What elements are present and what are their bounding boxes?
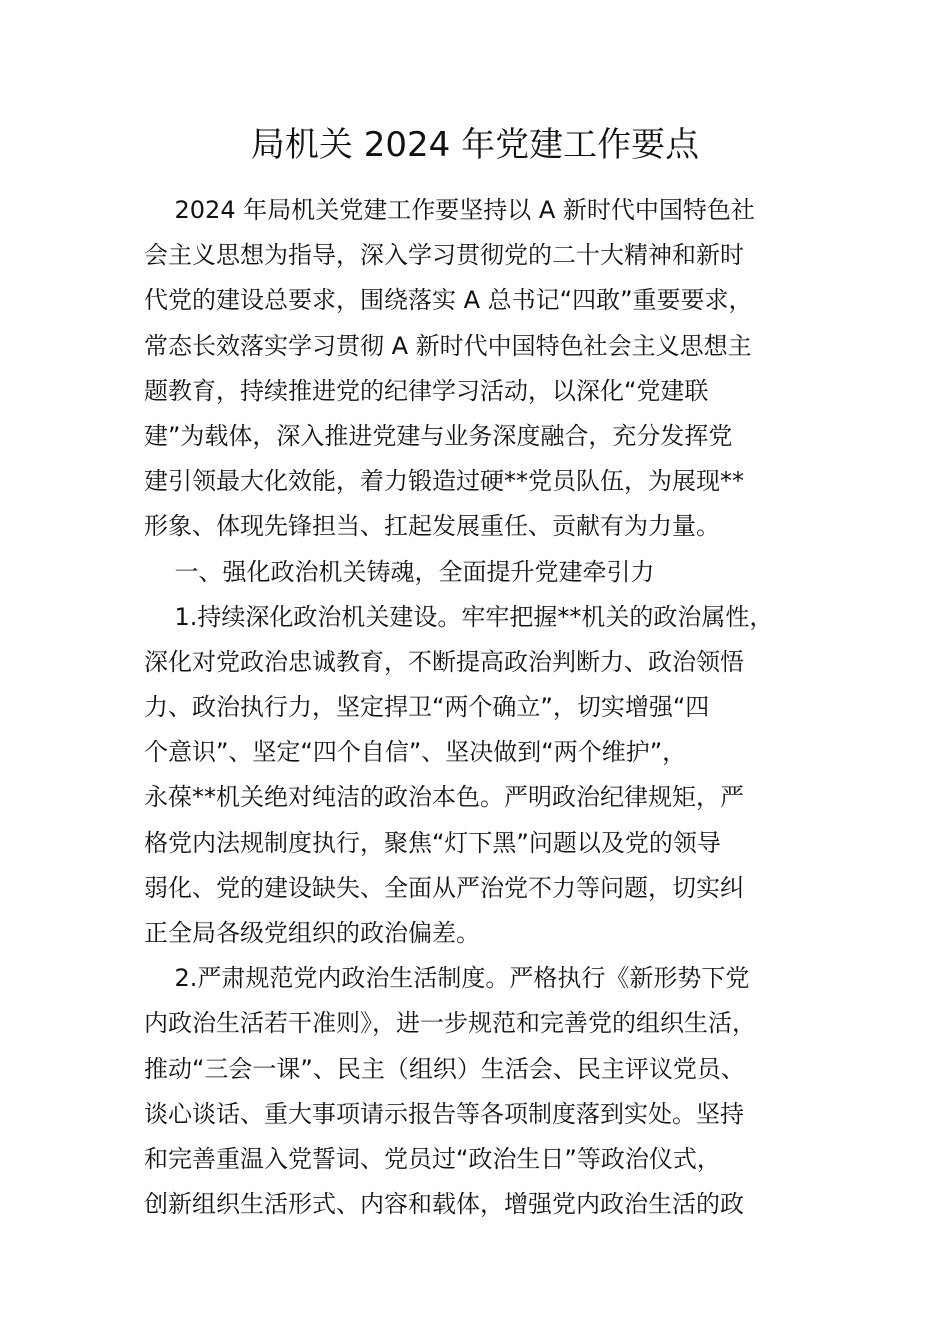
- document-body: [144, 188, 844, 1227]
- text-line: 和完善重温入党誓词、党员过“政治生日”等政治仪式，: [144, 1144, 721, 1173]
- text-line: 形象、体现先锋担当、扛起发展重任、贡献有为力量。: [144, 512, 720, 541]
- text-line: 会主义思想为指导，深入学习贯彻党的二十大精神和新时: [144, 241, 744, 270]
- text-line: 1.持续深化政治机关建设。牢牢把握**机关的政治属性，: [144, 602, 774, 631]
- text-line: 力、政治执行力，坚定捍卫“两个确立”，切实增强“四: [144, 693, 710, 722]
- text-line: 一、强化政治机关铸魂，全面提升党建牵引力: [144, 557, 655, 586]
- text-line: 内政治生活若干准则》，进一步规范和完善党的组织生活，: [144, 1009, 756, 1038]
- text-line: 永葆**机关绝对纯洁的政治本色。严明政治纪律规矩，严: [144, 783, 744, 812]
- text-line: 题教育，持续推进党的纪律学习活动，以深化“党建联: [144, 376, 709, 405]
- document-title: 局机关 2024 年党建工作要点: [250, 125, 700, 165]
- text-line: 常态长效落实学习贯彻 A 新时代中国特色社会主义思想主: [144, 331, 752, 360]
- text-line: 深化对党政治忠诚教育，不断提高政治判断力、政治领悟: [144, 647, 744, 676]
- text-line: 建”为载体，深入推进党建与业务深度融合，充分发挥党: [144, 421, 733, 450]
- text-line: 格党内法规制度执行，聚焦“灯下黑”问题以及党的领导: [144, 828, 721, 857]
- text-line: 代党的建设总要求，围绕落实 A 总书记“四敢”重要要求，: [144, 286, 753, 315]
- text-line: 2.严肃规范党内政治生活制度。严格执行《新形势下党: [144, 964, 750, 993]
- text-line: 谈心谈话、重大事项请示报告等各项制度落到实处。坚持: [144, 1099, 744, 1128]
- text-line: 正全局各级党组织的政治偏差。: [144, 919, 480, 947]
- text-line: 个意识”、坚定“四个自信”、坚决做到“两个维护”，: [144, 738, 687, 767]
- text-line: 2024 年局机关党建工作要坚持以 A 新时代中国特色社: [144, 196, 755, 224]
- text-line: 弱化、党的建设缺失、全面从严治党不力等问题，切实纠: [144, 873, 744, 902]
- text-line: 建引领最大化效能，着力锻造过硬**党员队伍，为展现**: [144, 467, 744, 496]
- text-line: 推动“三会一课”、民主（组织）生活会、民主评议党员、: [144, 1054, 745, 1083]
- text-line: 创新组织生活形式、内容和载体，增强党内政治生活的政: [144, 1190, 744, 1219]
